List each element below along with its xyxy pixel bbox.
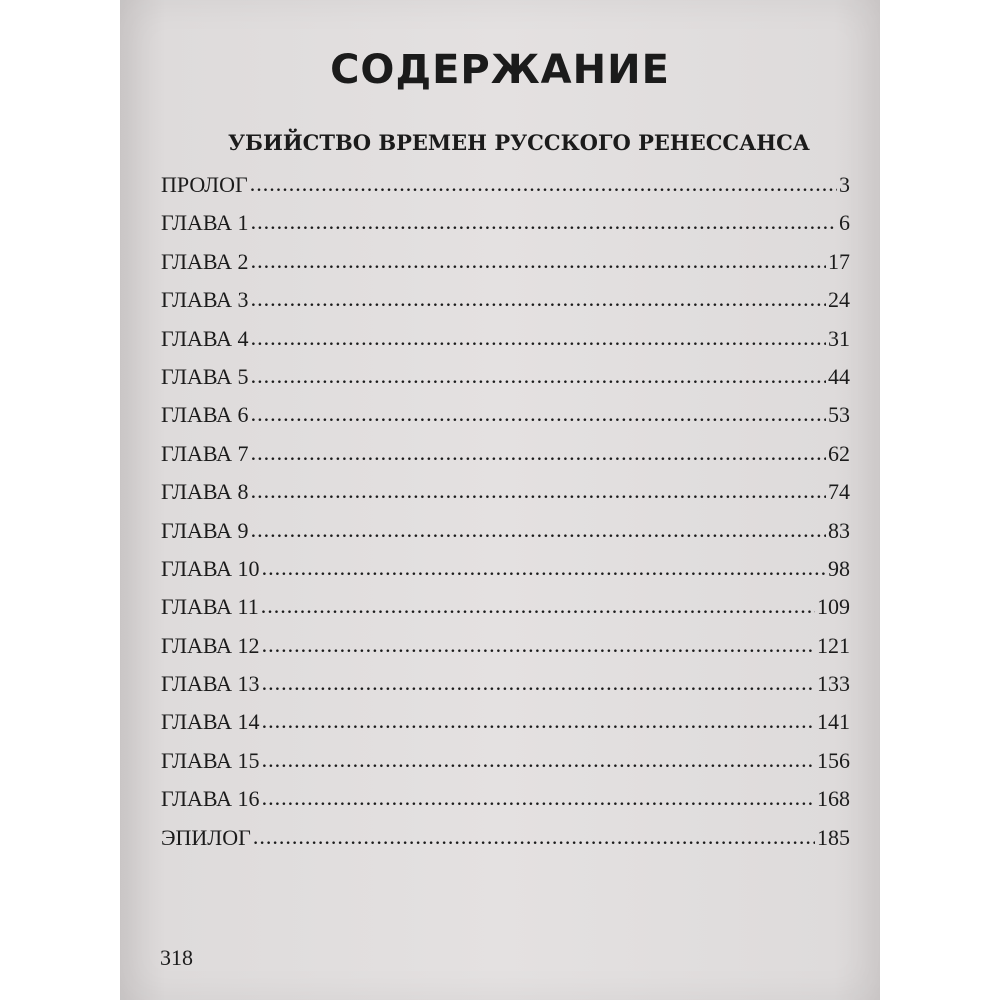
toc-entry-page: 156 [817, 747, 850, 773]
toc-entry-chapter-9 [161, 512, 850, 550]
dot-leader [251, 472, 826, 510]
toc-entry-label: ГЛАВА 14 [161, 709, 260, 735]
book-title: УБИЙСТВО ВРЕМЕН РУССКОГО РЕНЕССАНСА [228, 130, 810, 155]
contents-heading: СОДЕРЖАНИЕ [330, 47, 670, 93]
toc-entry-page: 83 [828, 517, 850, 543]
dot-leader [253, 818, 815, 856]
toc-entry-label: ГЛАВА 5 [161, 363, 249, 389]
dot-leader [251, 203, 837, 241]
toc-entry-label: ГЛАВА 2 [161, 248, 249, 274]
toc-entry-chapter-5 [161, 358, 850, 396]
toc-entry-label: ГЛАВА 4 [161, 325, 249, 351]
toc-entry-page: 17 [828, 248, 850, 274]
toc-entry-label: ГЛАВА 16 [161, 786, 260, 812]
toc-entry-chapter-14 [161, 703, 850, 741]
toc-entry-chapter-16 [161, 780, 850, 818]
dot-leader [250, 165, 837, 203]
toc-entry-chapter-4 [161, 320, 850, 358]
toc-entry-page: 53 [828, 402, 850, 428]
toc-entry-label: ГЛАВА 7 [161, 440, 249, 466]
toc-entry-label: ГЛАВА 11 [161, 594, 259, 620]
toc-entry-label: ПРОЛОГ [161, 172, 248, 197]
dot-leader [251, 319, 826, 357]
page-number: 318 [160, 945, 193, 970]
toc-entry-label: ЭПИЛОГ [161, 824, 251, 850]
dot-leader [251, 357, 826, 395]
toc-entry-page: 62 [828, 440, 850, 466]
table-of-contents [161, 166, 850, 857]
toc-entry-chapter-2 [161, 243, 850, 281]
toc-entry-chapter-15 [161, 742, 850, 780]
toc-entry-chapter-12 [161, 627, 850, 665]
toc-entry-page: 3 [839, 172, 850, 197]
toc-entry-page: 168 [817, 786, 850, 812]
toc-entry-chapter-13 [161, 665, 850, 703]
toc-entry-chapter-10 [161, 550, 850, 588]
toc-entry-chapter-1 [161, 204, 850, 242]
toc-entry-label: ГЛАВА 1 [161, 210, 249, 236]
toc-entry-page: 185 [817, 824, 850, 850]
dot-leader [251, 242, 826, 280]
toc-entry-label: ГЛАВА 12 [161, 632, 260, 658]
toc-entry-label: ГЛАВА 8 [161, 479, 249, 505]
toc-entry-page: 6 [839, 210, 850, 236]
toc-entry-label: ГЛАВА 9 [161, 517, 249, 543]
toc-entry-page: 141 [817, 709, 850, 735]
dot-leader [262, 549, 826, 587]
toc-entry-label: ГЛАВА 10 [161, 555, 260, 581]
toc-entry-label: ГЛАВА 3 [161, 287, 249, 313]
dot-leader [251, 280, 826, 318]
toc-entry-label: ГЛАВА 15 [161, 747, 260, 773]
toc-entry-chapter-3 [161, 281, 850, 319]
toc-entry-prologue [161, 166, 850, 204]
toc-entry-page: 44 [828, 363, 850, 389]
toc-entry-chapter-7 [161, 435, 850, 473]
toc-entry-page: 74 [828, 479, 850, 505]
dot-leader [262, 664, 815, 702]
dot-leader [251, 511, 826, 549]
toc-entry-label: ГЛАВА 13 [161, 671, 260, 697]
toc-entry-page: 24 [828, 287, 850, 313]
toc-entry-page: 98 [828, 555, 850, 581]
toc-entry-page: 31 [828, 325, 850, 351]
dot-leader [251, 395, 826, 433]
toc-entry-chapter-6 [161, 396, 850, 434]
toc-entry-chapter-8 [161, 473, 850, 511]
dot-leader [251, 434, 826, 472]
toc-entry-chapter-11 [161, 588, 850, 626]
dot-leader [262, 702, 815, 740]
toc-entry-page: 133 [817, 671, 850, 697]
toc-entry-page: 121 [817, 632, 850, 658]
toc-entry-page: 109 [817, 594, 850, 620]
toc-entry-epilogue [161, 819, 850, 857]
dot-leader [262, 741, 815, 779]
dot-leader [261, 587, 815, 625]
toc-entry-label: ГЛАВА 6 [161, 402, 249, 428]
dot-leader [262, 779, 815, 817]
dot-leader [262, 626, 815, 664]
